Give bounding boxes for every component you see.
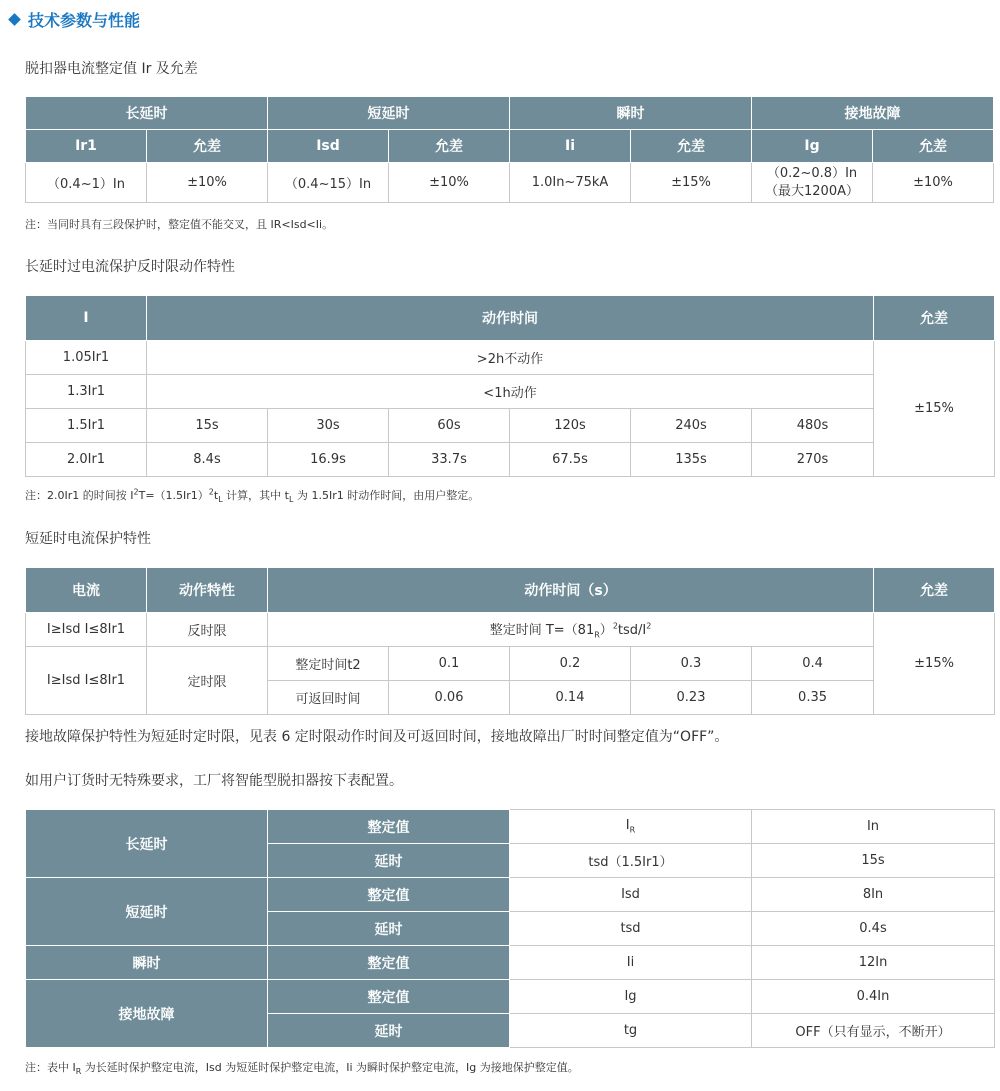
table-cell: ±10% [873, 163, 994, 203]
group-cell: 短延时 [26, 878, 268, 946]
table-cell: 8In [752, 878, 995, 912]
col-header: 允差 [874, 568, 995, 613]
table-cell: 1.5Ir1 [26, 409, 147, 443]
table-row [26, 341, 995, 375]
col-header: 允差 [147, 130, 268, 163]
table1-note: 注：当同时具有三段保护时，整定值不能交叉，且 IR<Isd<Ii。 [25, 218, 334, 231]
table-cell: 135s [631, 443, 752, 477]
col-header: Isd [268, 130, 389, 163]
table-cell: （0.4~1）In [26, 163, 147, 203]
table-cell: 0.2 [510, 647, 631, 681]
item-cell: 整定值 [268, 946, 510, 980]
table-cell [752, 163, 873, 203]
table-row [26, 375, 995, 409]
trip-setting-table [25, 96, 994, 203]
table-cell: $I_R$ [510, 810, 752, 844]
group-cell: 接地故障 [26, 980, 268, 1048]
table-cell: 0.3 [631, 647, 752, 681]
item-cell: 整定值 [268, 878, 510, 912]
table-cell: 240s [631, 409, 752, 443]
table1-caption: 脱扣器电流整定值 Ir 及允差 [25, 61, 198, 77]
col-header: I [26, 296, 147, 341]
col-header: Ig [752, 130, 873, 163]
table-cell: 定时限 [147, 647, 268, 715]
table-cell: 0.4 [752, 647, 874, 681]
table-cell: 0.14 [510, 681, 631, 715]
col-header: Ii [510, 130, 631, 163]
table2-note: 注：2.0Ir1 的时间按 $I^2T=(1.5Ir1)^2t_L$ 计算，其中 $t_L$ 为 1.5Ir1 时动作时间，由用户整定。 [25, 487, 480, 505]
table-row [26, 647, 995, 681]
tolerance-cell: ±15% [874, 613, 995, 715]
item-cell: 整定值 [268, 980, 510, 1014]
col-header: 动作时间（s） [268, 568, 874, 613]
group-cell: 长延时 [26, 810, 268, 878]
default-config-paragraph: 如用户订货时无特殊要求，工厂将智能型脱扣器按下表配置。 [25, 773, 403, 789]
item-cell: 整定值 [268, 810, 510, 844]
group-header: 长延时 [26, 97, 268, 130]
col-header: 允差 [389, 130, 510, 163]
table-cell: >2h不动作 [147, 341, 874, 375]
table-cell: 16.9s [268, 443, 389, 477]
table-cell: 可返回时间 [268, 681, 389, 715]
table-cell: Ii [510, 946, 752, 980]
col-header: 允差 [873, 130, 994, 163]
group-header: 瞬时 [510, 97, 752, 130]
item-cell: 延时 [268, 1014, 510, 1048]
table-cell: （0.4~15）In [268, 163, 389, 203]
table-cell: 15s [752, 844, 995, 878]
table-row [26, 613, 995, 647]
table-cell: I≥Isd I≤8Ir1 [26, 613, 147, 647]
table-cell: 1.0In~75kA [510, 163, 631, 203]
table-cell: 0.4In [752, 980, 995, 1014]
formula-cell: 整定时间 $T=(81_R)^2tsd/I^2$ [268, 613, 874, 647]
table-cell: <1h动作 [147, 375, 874, 409]
table-cell: 0.23 [631, 681, 752, 715]
group-cell: 瞬时 [26, 946, 268, 980]
table-cell: tsd [510, 912, 752, 946]
table-cell: 12In [752, 946, 995, 980]
table-cell: tg [510, 1014, 752, 1048]
col-header: Ir1 [26, 130, 147, 163]
table-cell: OFF（只有显示，不断开） [752, 1014, 995, 1048]
table-cell: Isd [510, 878, 752, 912]
table-cell: 270s [752, 443, 874, 477]
table-cell: 0.35 [752, 681, 874, 715]
table-cell: 120s [510, 409, 631, 443]
table-cell: 反时限 [147, 613, 268, 647]
table4-note: 注：表中 $I_R$ 为长延时保护整定电流，Isd 为短延时保护整定电流，Ii 为瞬时保护整定电流，Ig 为接地保护整定值。 [25, 1061, 579, 1077]
inverse-time-table [25, 295, 995, 477]
tolerance-cell: ±15% [874, 341, 995, 477]
col-header: 允差 [631, 130, 752, 163]
ground-fault-paragraph: 接地故障保护特性为短延时定时限，见表 6 定时限动作时间及可返回时间，接地故障出厂时时间整定值为“OFF”。 [25, 729, 729, 745]
table3-caption: 短延时电流保护特性 [25, 531, 151, 547]
table-row [26, 878, 995, 912]
table-row [26, 946, 995, 980]
table-cell: 整定时间t2 [268, 647, 389, 681]
default-config-table [25, 809, 995, 1048]
table-cell: tsd（1.5Ir1） [510, 844, 752, 878]
table-cell: ±10% [389, 163, 510, 203]
item-cell: 延时 [268, 844, 510, 878]
table-cell: 67.5s [510, 443, 631, 477]
table2-caption: 长延时过电流保护反时限动作特性 [25, 259, 235, 275]
table-cell: 15s [147, 409, 268, 443]
table-cell: ±15% [631, 163, 752, 203]
table-cell: 60s [389, 409, 510, 443]
table-cell: 0.06 [389, 681, 510, 715]
col-header: 电流 [26, 568, 147, 613]
table-row [26, 810, 995, 844]
section-title: 技术参数与性能 [28, 11, 141, 30]
col-header: 动作时间 [147, 296, 874, 341]
table-cell: 0.4s [752, 912, 995, 946]
col-header: 允差 [874, 296, 995, 341]
cell-line: （0.2~0.8）In [766, 165, 858, 181]
table-cell: 480s [752, 409, 874, 443]
table-cell: Ig [510, 980, 752, 1014]
table-cell: 30s [268, 409, 389, 443]
table-cell: In [752, 810, 995, 844]
table-cell: 33.7s [389, 443, 510, 477]
cell-line: （最大1200A） [765, 183, 859, 199]
table-row [26, 443, 995, 477]
section-heading [8, 8, 140, 31]
table-row [26, 980, 995, 1014]
group-header: 短延时 [268, 97, 510, 130]
diamond-bullet-icon [8, 13, 21, 26]
item-cell: 延时 [268, 912, 510, 946]
table-cell: 0.1 [389, 647, 510, 681]
table-cell: 1.05Ir1 [26, 341, 147, 375]
table-cell: 8.4s [147, 443, 268, 477]
table-row [26, 409, 995, 443]
table-cell: ±10% [147, 163, 268, 203]
table-cell: 1.3Ir1 [26, 375, 147, 409]
table-cell: I≥Isd I≤8Ir1 [26, 647, 147, 715]
table-row [26, 163, 994, 203]
short-delay-table [25, 567, 995, 715]
col-header: 动作特性 [147, 568, 268, 613]
group-header: 接地故障 [752, 97, 994, 130]
table-cell: 2.0Ir1 [26, 443, 147, 477]
